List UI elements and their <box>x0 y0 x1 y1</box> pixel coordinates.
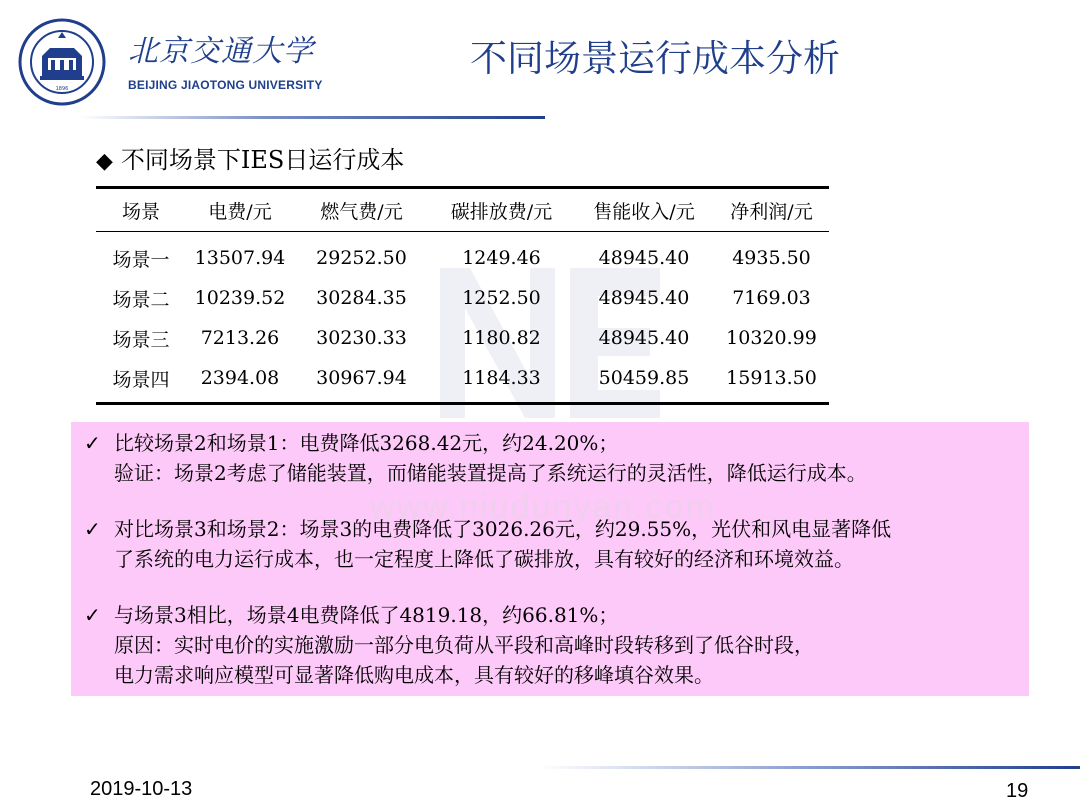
university-name-en: BEIJING JIAOTONG UNIVERSITY <box>128 78 323 92</box>
table-cell: 30967.94 <box>316 367 407 389</box>
column-header: 电费/元 <box>208 200 272 223</box>
finding-line: 了系统的电力运行成本，也一定程度上降低了碳排放，具有较好的经济和环境效益。 <box>114 547 854 571</box>
table-row <box>96 232 829 279</box>
table-cell: 48945.40 <box>598 287 690 309</box>
table-cell: 48945.40 <box>598 247 690 269</box>
table-cell: 4935.50 <box>732 247 811 269</box>
table-cell: 7213.26 <box>200 327 280 349</box>
table-cell: 30284.35 <box>316 287 407 309</box>
table-cell: 10239.52 <box>194 287 286 309</box>
section-heading <box>96 140 404 175</box>
table-cell: 1249.46 <box>462 247 541 269</box>
finding-line: 原因：实时电价的实施激励一部分电负荷从平段和高峰时段转移到了低谷时段， <box>114 633 814 657</box>
table-cell: 7169.03 <box>732 287 811 309</box>
table-cell: 10320.99 <box>726 327 817 349</box>
table-row <box>96 278 829 318</box>
watermark-url: www.niudunyan.com <box>370 488 716 526</box>
university-seal-logo <box>18 18 106 106</box>
finding-item <box>84 600 814 690</box>
check-icon: ✓ <box>84 603 101 627</box>
finding-line: 与场景3相比，场景4电费降低了4819.18，约66.81%； <box>114 603 619 627</box>
column-header: 场景 <box>121 200 160 223</box>
table-header-row <box>96 188 829 232</box>
footer-date: 2019-10-13 <box>90 778 193 800</box>
table-cell: 50459.85 <box>598 367 690 389</box>
table-cell: 48945.40 <box>598 327 690 349</box>
page-title: 不同场景运行成本分析 <box>470 37 840 80</box>
table-cell: 13507.94 <box>194 247 286 269</box>
finding-line: 对比场景3和场景2：场景3的电费降低了3026.26元，约29.55%，光伏和风电显著降低 <box>114 517 892 541</box>
table-row <box>96 318 829 358</box>
finding-line: 验证：场景2考虑了储能装置，而储能装置提高了系统运行的灵活性，降低运行成本。 <box>114 461 867 485</box>
university-name-cn: 北京交通大学 <box>128 34 314 69</box>
check-icon: ✓ <box>84 517 101 541</box>
check-icon: ✓ <box>84 431 101 455</box>
page-number: 19 <box>1006 780 1029 802</box>
table-cell: 30230.33 <box>316 327 407 349</box>
table-cell: 29252.50 <box>316 247 407 269</box>
table-cell: 场景一 <box>112 248 170 271</box>
section-heading-text: 不同场景下IES日运行成本 <box>120 146 405 174</box>
footer-divider <box>540 766 1080 769</box>
svg-text:1896: 1896 <box>55 86 69 92</box>
finding-line: 电力需求响应模型可显著降低购电成本，具有较好的移峰填谷效果。 <box>114 663 714 687</box>
table-cell: 场景二 <box>112 288 170 311</box>
column-header: 燃气费/元 <box>320 200 403 223</box>
table-row <box>96 358 829 404</box>
table-cell: 1184.33 <box>462 367 541 389</box>
table-cell: 2394.08 <box>200 367 280 389</box>
operating-cost-table <box>96 186 829 405</box>
title-divider <box>80 116 545 119</box>
table-cell: 场景四 <box>112 368 170 391</box>
diamond-bullet-icon: ◆ <box>96 149 113 174</box>
table-cell: 1180.82 <box>462 327 541 349</box>
column-header: 碳排放费/元 <box>450 200 553 223</box>
table-cell: 15913.50 <box>726 367 817 389</box>
finding-line: 比较场景2和场景1：电费降低3268.42元，约24.20%； <box>114 431 619 455</box>
table-cell: 场景三 <box>112 328 170 351</box>
finding-item <box>84 428 867 488</box>
column-header: 售能收入/元 <box>593 200 695 223</box>
column-header: 净利润/元 <box>730 200 813 223</box>
table-cell: 1252.50 <box>462 287 541 309</box>
